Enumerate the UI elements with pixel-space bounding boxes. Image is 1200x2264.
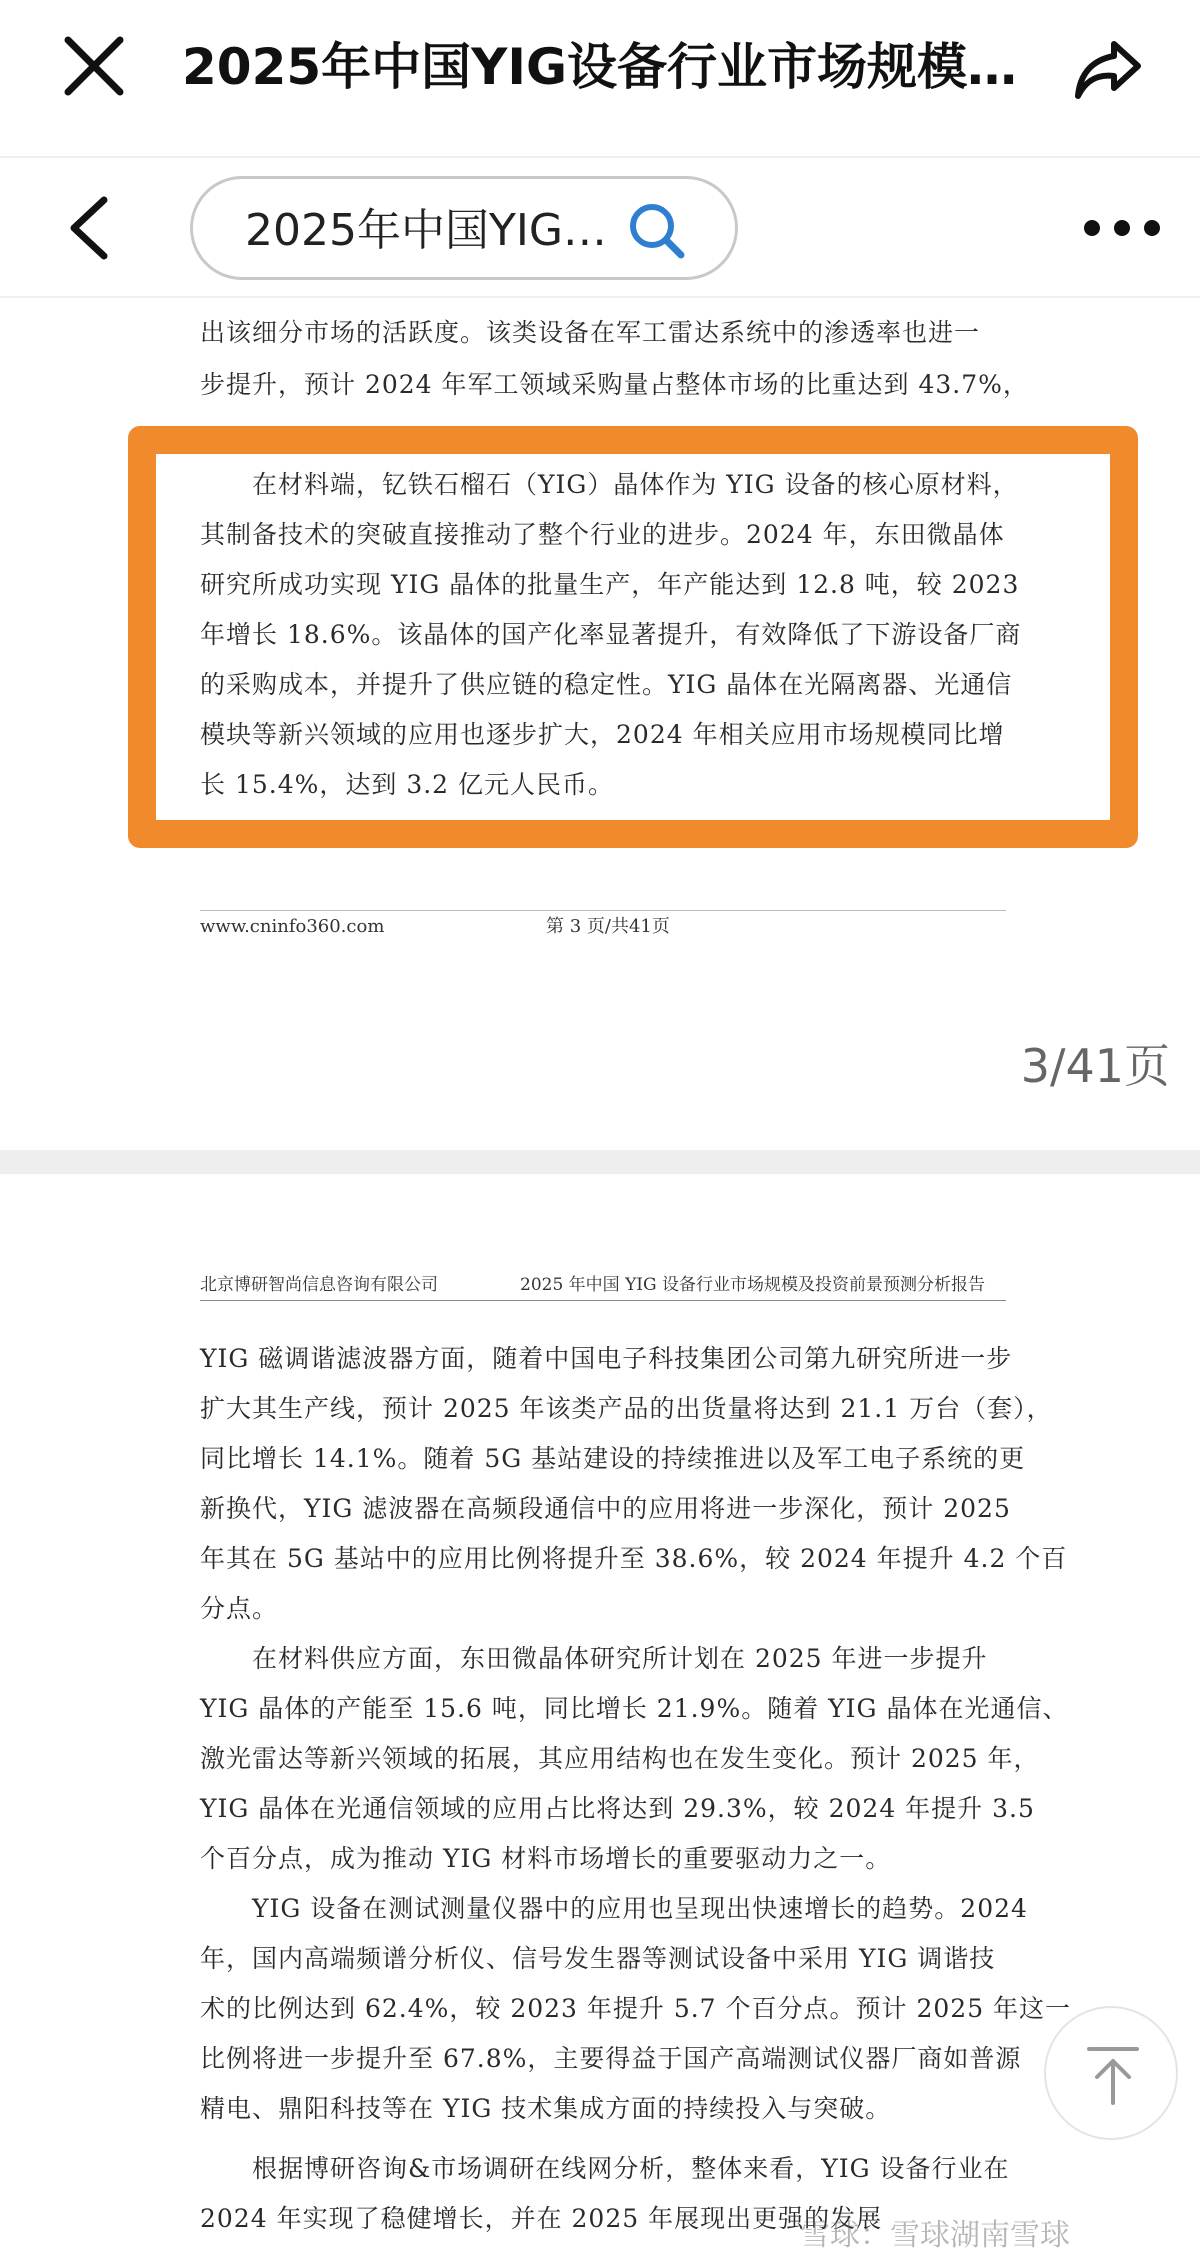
page4-text-line: YIG 晶体在光通信领域的应用占比将达到 29.3%，较 2024 年提升 3.5 xyxy=(200,1794,1035,1823)
app-top-bar xyxy=(0,0,1200,150)
page4-text-line: 分点。 xyxy=(200,1594,279,1623)
footer-rule xyxy=(200,910,1006,911)
highlight-text-line: 模块等新兴领域的应用也逐步扩大，2024 年相关应用市场规模同比增 xyxy=(200,720,1005,749)
reader-nav-bar xyxy=(0,158,1200,298)
header-rule xyxy=(200,1300,1006,1301)
page4-text-line: 2024 年实现了稳健增长，并在 2025 年展现出更强的发展 xyxy=(200,2204,883,2233)
page4-text-line: 扩大其生产线，预计 2025 年该类产品的出货量将达到 21.1 万台（套）， xyxy=(200,1394,1053,1423)
page-header-company: 北京博研智尚信息咨询有限公司 xyxy=(200,1275,438,1295)
highlight-text-line: 研究所成功实现 YIG 晶体的批量生产，年产能达到 12.8 吨，较 2023 xyxy=(200,570,1020,599)
chevron-left-icon xyxy=(60,188,120,268)
more-options-button[interactable] xyxy=(1080,214,1164,242)
page4-text-line: YIG 设备在测试测量仪器中的应用也呈现出快速增长的趋势。2024 xyxy=(252,1894,1028,1923)
nav-divider xyxy=(0,296,1200,298)
search-input[interactable]: 2025年中国YIG… xyxy=(245,205,607,256)
search-icon xyxy=(625,199,689,263)
more-icon xyxy=(1080,214,1164,242)
share-icon xyxy=(1070,32,1146,108)
footer-page-number: 第 3 页/共41页 xyxy=(546,916,670,937)
page3-text-line: 步提升，预计 2024 年军工领域采购量占整体市场的比重达到 43.7%， xyxy=(200,370,1029,399)
page4-text-line: 年其在 5G 基站中的应用比例将提升至 38.6%，较 2024 年提升 4.2 个百 xyxy=(200,1544,1068,1573)
watermark: 雪球：雪球湖南雪球 xyxy=(800,2218,1070,2253)
footer-website: www.cninfo360.com xyxy=(200,916,385,937)
share-button[interactable] xyxy=(1070,32,1146,108)
page4-text-line: 新换代，YIG 滤波器在高频段通信中的应用将进一步深化，预计 2025 xyxy=(200,1494,1011,1523)
scroll-to-top-button[interactable] xyxy=(1044,2006,1178,2140)
highlight-text-line: 的采购成本，并提升了供应链的稳定性。YIG 晶体在光隔离器、光通信 xyxy=(200,670,1013,699)
document-title: 2025年中国YIG设备行业市场规模… xyxy=(182,38,1018,96)
page-header-report-title: 2025 年中国 YIG 设备行业市场规模及投资前景预测分析报告 xyxy=(520,1275,985,1295)
highlight-text-line: 其制备技术的突破直接推动了整个行业的进步。2024 年，东田微晶体 xyxy=(200,520,1005,549)
page4-text-line: YIG 磁调谐滤波器方面，随着中国电子科技集团公司第九研究所进一步 xyxy=(200,1344,1013,1373)
page4-text-line: 年，国内高端频谱分析仪、信号发生器等测试设备中采用 YIG 调谐技 xyxy=(200,1944,996,1973)
page-indicator: 3/41页 xyxy=(1020,1039,1170,1093)
close-icon xyxy=(58,30,130,102)
page4-text-line: YIG 晶体的产能至 15.6 吨，同比增长 21.9%。随着 YIG 晶体在光通信、 xyxy=(200,1694,1069,1723)
page4-text-line: 同比增长 14.1%。随着 5G 基站建设的持续推进以及军工电子系统的更 xyxy=(200,1444,1026,1473)
page4-text-line: 比例将进一步提升至 67.8%，主要得益于国产高端测试仪器厂商如普源 xyxy=(200,2044,1022,2073)
close-button[interactable] xyxy=(58,30,130,102)
page4-text-line: 在材料供应方面，东田微晶体研究所计划在 2025 年进一步提升 xyxy=(252,1644,988,1673)
back-button[interactable] xyxy=(60,188,120,268)
page3-text-line: 出该细分市场的活跃度。该类设备在军工雷达系统中的渗透率也进一 xyxy=(200,318,981,347)
page4-text-line: 激光雷达等新兴领域的拓展，其应用结构也在发生变化。预计 2025 年， xyxy=(200,1744,1040,1773)
page4-text-line: 个百分点，成为推动 YIG 材料市场增长的重要驱动力之一。 xyxy=(200,1844,892,1873)
page-separator xyxy=(0,1150,1200,1174)
arrow-up-icon xyxy=(1079,2041,1147,2109)
highlight-text-line: 年增长 18.6%。该晶体的国产化率显著提升，有效降低了下游设备厂商 xyxy=(200,620,1022,649)
highlight-text-line: 在材料端，钇铁石榴石（YIG）晶体作为 YIG 设备的核心原材料， xyxy=(252,470,1019,499)
page4-text-line: 精电、鼎阳科技等在 YIG 技术集成方面的持续投入与突破。 xyxy=(200,2094,892,2123)
page4-text-line: 术的比例达到 62.4%，较 2023 年提升 5.7 个百分点。预计 2025 年这一 xyxy=(200,1994,1072,2023)
search-box[interactable] xyxy=(190,176,738,280)
page4-text-line: 根据博研咨询&市场调研在线网分析，整体来看，YIG 设备行业在 xyxy=(252,2154,1010,2183)
search-button[interactable] xyxy=(625,199,689,263)
highlight-text-line: 长 15.4%，达到 3.2 亿元人民币。 xyxy=(200,770,615,799)
